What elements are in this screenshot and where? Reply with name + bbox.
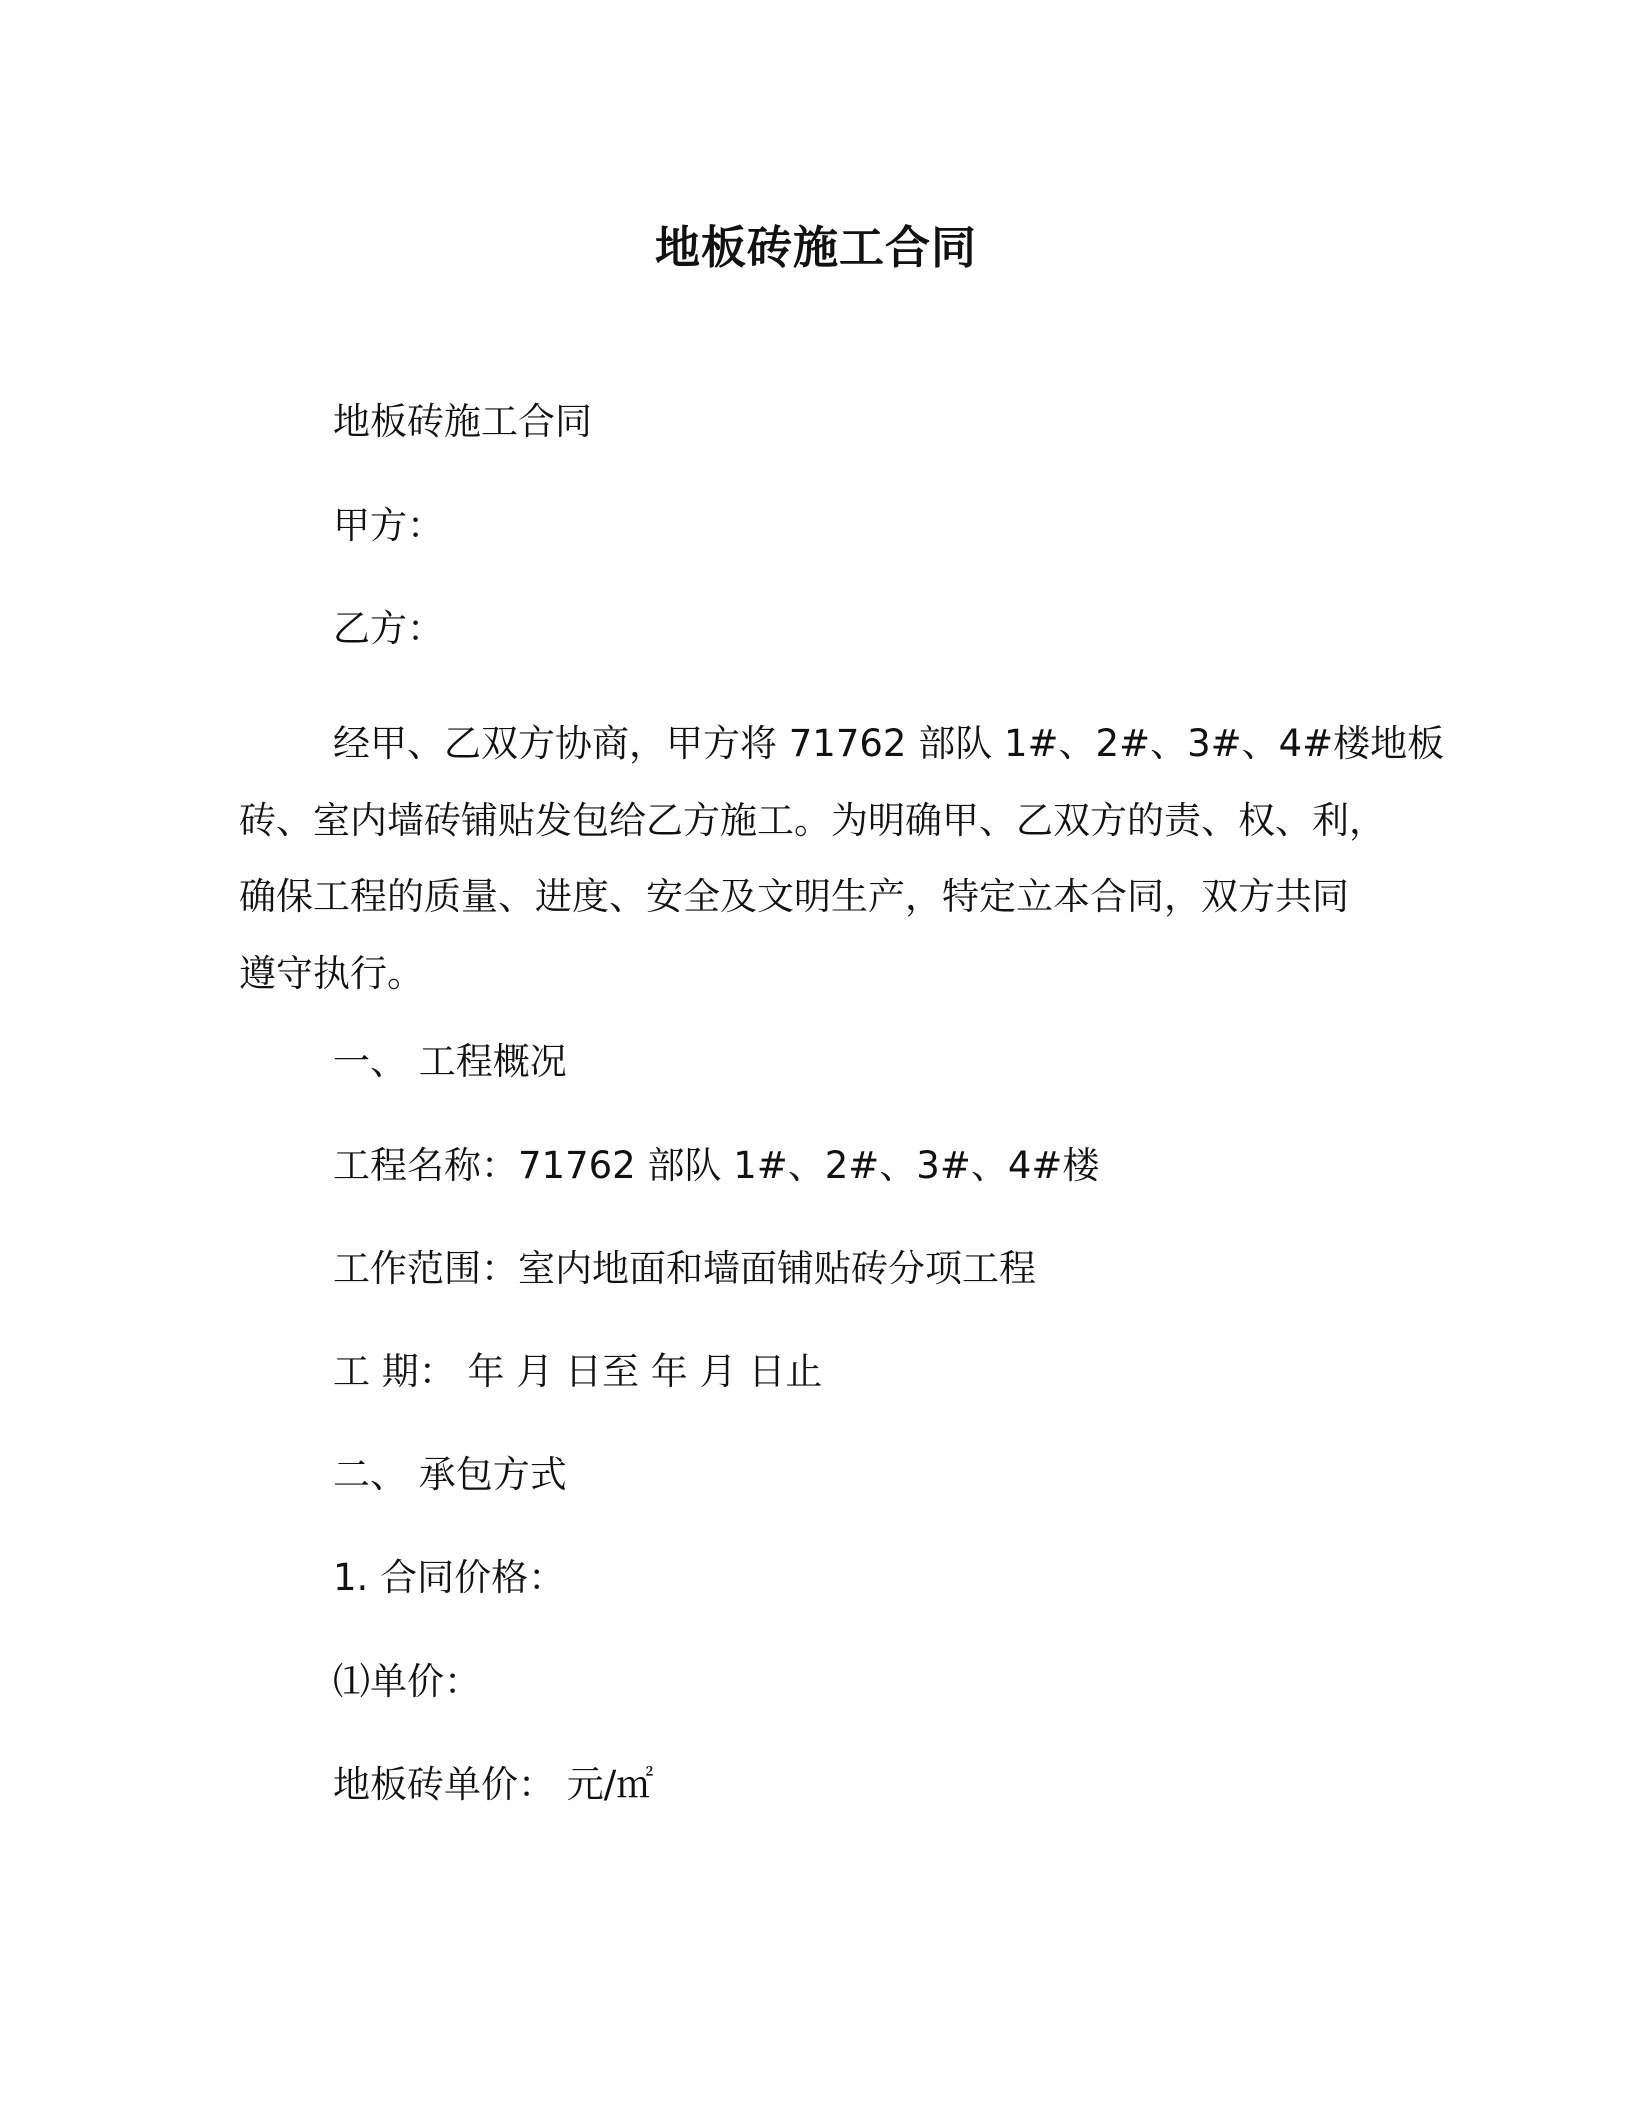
project-name: 工程名称：71762 部队 1#、2#、3#、4#楼 bbox=[333, 1144, 1100, 1187]
document-title: 地板砖施工合同 bbox=[654, 221, 977, 274]
section-heading-overview: 一、 工程概况 bbox=[333, 1040, 567, 1083]
intro-paragraph bbox=[239, 706, 1445, 1012]
construction-period: 工 期： 年 月 日至 年 月 日止 bbox=[333, 1350, 823, 1393]
subtitle: 地板砖施工合同 bbox=[333, 400, 592, 443]
party-a-label: 甲方： bbox=[333, 504, 444, 547]
intro-line: 经甲、乙双方协商，甲方将 71762 部队 1#、2#、3#、4#楼地板 bbox=[333, 722, 1445, 765]
unit-price-label: ⑴单价： bbox=[333, 1660, 481, 1703]
work-scope: 工作范围：室内地面和墙面铺贴砖分项工程 bbox=[333, 1247, 1036, 1290]
contract-price-label: 1. 合同价格： bbox=[333, 1556, 566, 1599]
floor-tile-unit-price: 地板砖单价： 元/㎡ bbox=[333, 1763, 654, 1806]
intro-line: 确保工程的质量、进度、安全及文明生产，特定立本合同，双方共同 bbox=[239, 875, 1349, 918]
intro-line: 砖、室内墙砖铺贴发包给乙方施工。为明确甲、乙双方的责、权、利， bbox=[239, 798, 1386, 842]
section-heading-contract-method: 二、 承包方式 bbox=[333, 1453, 567, 1496]
intro-line: 遵守执行。 bbox=[239, 951, 424, 995]
party-b-label: 乙方： bbox=[333, 607, 444, 650]
